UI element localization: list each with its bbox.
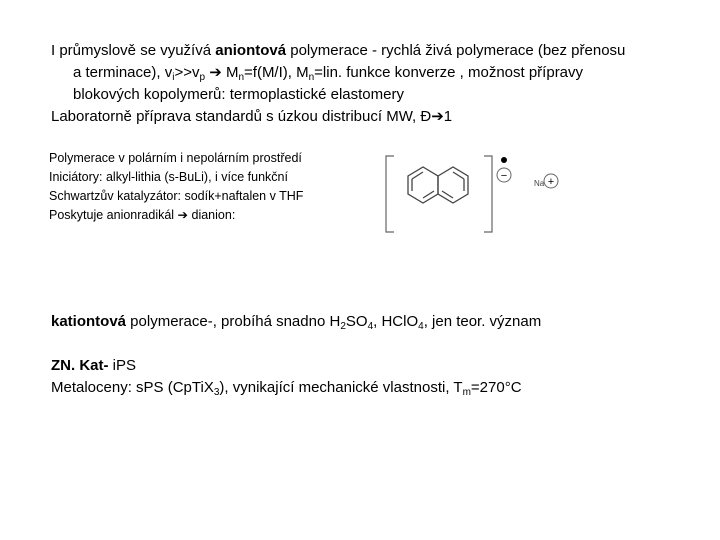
zn-line: ZN. Kat- iPS xyxy=(51,357,137,374)
anionic-term: aniontová xyxy=(215,42,287,59)
details-line-3: Schwartzův katalyzátor: sodík+naftalen v THF xyxy=(49,189,304,203)
arrow-icon: ➔ xyxy=(177,208,189,222)
details-line-1: Polymerace v polárním i nepolárním prostředí xyxy=(49,151,302,165)
naphthalene-radical-anion-structure xyxy=(352,148,572,238)
left-bracket xyxy=(386,156,394,232)
right-bracket xyxy=(484,156,492,232)
arrow-icon: ➔ xyxy=(431,108,444,125)
minus-charge-icon xyxy=(497,168,511,182)
radical-dot-icon xyxy=(501,157,507,163)
naphthalene-icon xyxy=(408,167,468,203)
svg-text:+: + xyxy=(547,176,555,188)
anionic-line-2: a terminace), $v_i>>v_p$ ➔ $M_n=f(M/I)$, $M_n=lin$. funkce konverze , možnost přípravy xyxy=(73,64,584,83)
details-line-2: Iniciátory: alkyl-lithia (s-BuLi), i více funkční xyxy=(49,170,288,184)
metallocene-line: Metaloceny: sPS (CpTiX$_3$), vynikající mechanické vlastnosti, $T_m=270^\circ C$ xyxy=(51,379,522,398)
anionic-line-3: blokových kopolymerů: termoplastické elastomery xyxy=(73,86,404,103)
counterion-label: Na xyxy=(534,179,545,188)
svg-text:−: − xyxy=(500,170,508,182)
cationic-line: kationtová polymerace-, probíhá snadno $H_2SO_4$, HClO$_4$, jen teor. význam xyxy=(51,313,542,332)
details-line-4: Poskytuje anionradikál ➔ dianion: xyxy=(49,208,236,222)
initiator-details xyxy=(49,149,303,225)
anionic-line-4: Laboratorně příprava standardů s úzkou distribucí MW, Đ➔1 xyxy=(51,108,453,125)
anionic-paragraph xyxy=(51,40,691,128)
plus-charge-icon xyxy=(544,174,558,188)
anionic-line-1: I průmyslově se využívá aniontová polymerace - rychlá živá polymerace (bez přenosu xyxy=(51,42,626,59)
arrow-icon: ➔ xyxy=(209,64,222,81)
